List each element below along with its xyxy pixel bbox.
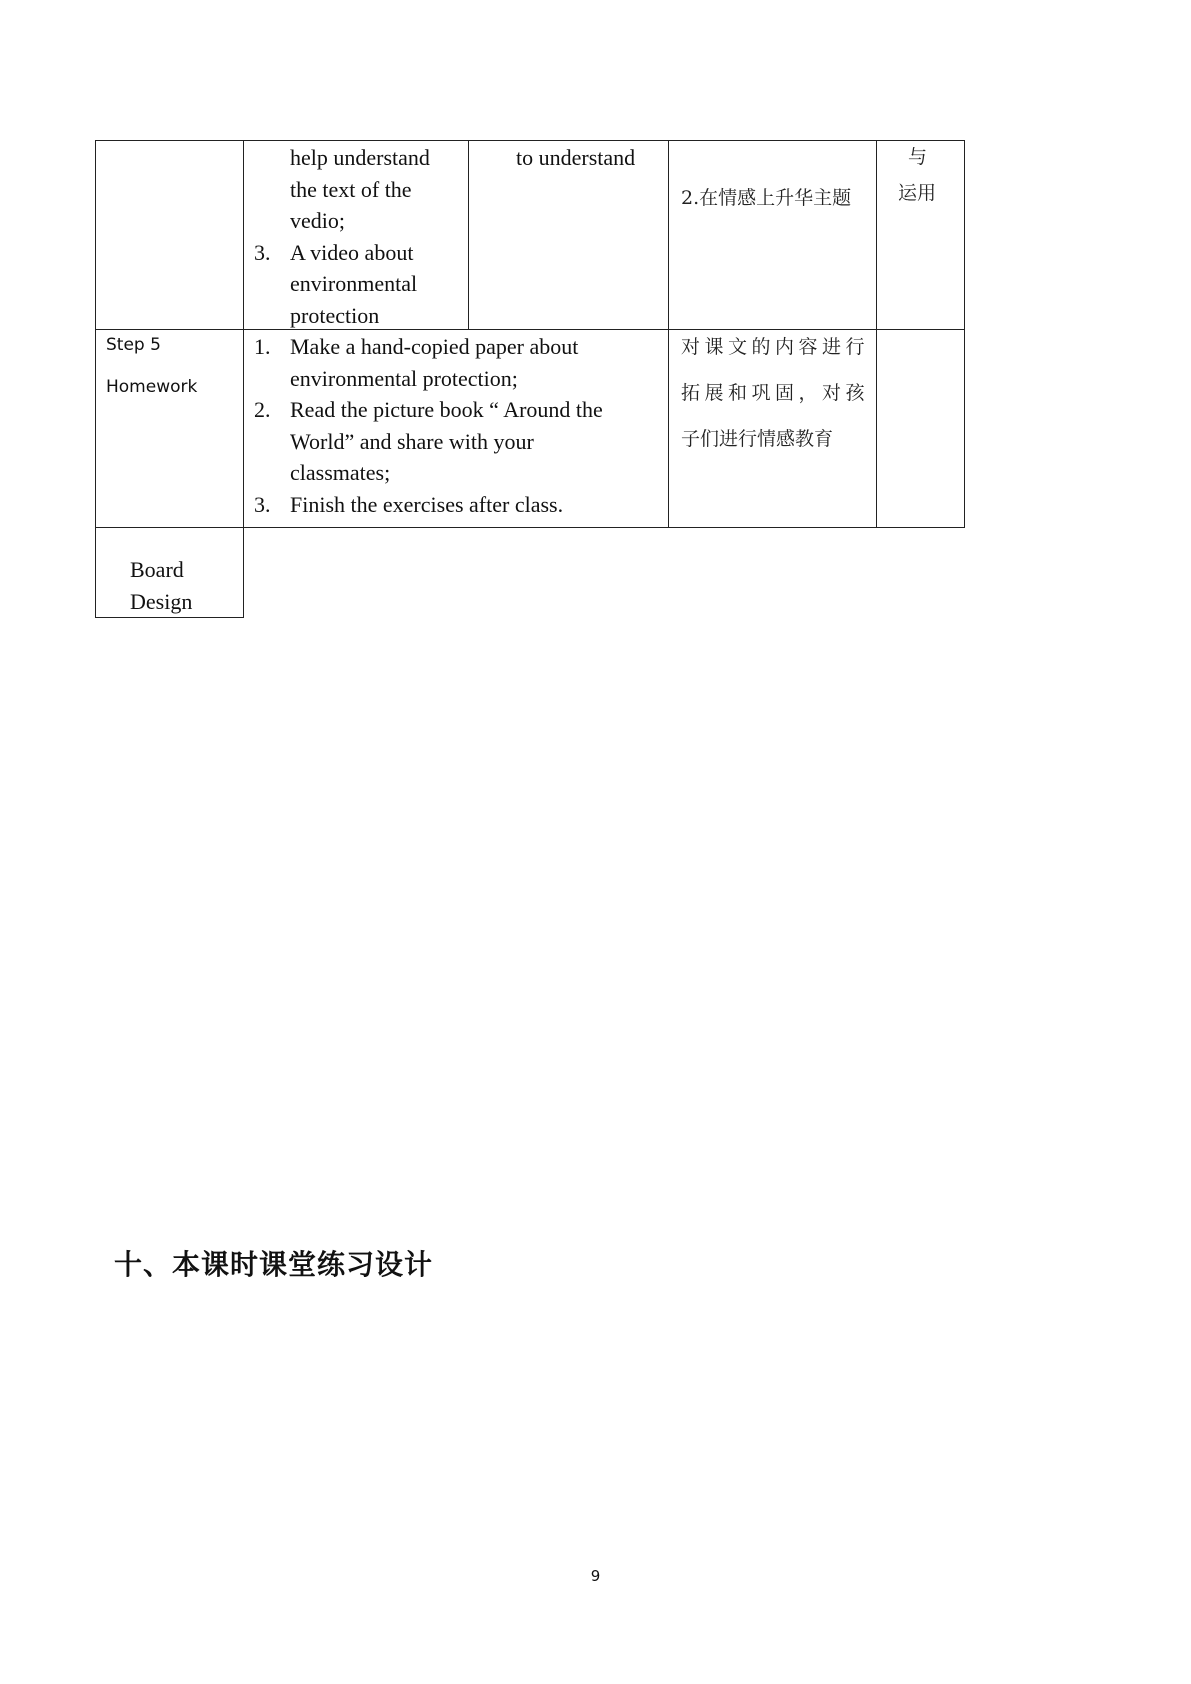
homework-purpose-line: 子们进行情感教育: [681, 428, 834, 450]
list-number: 3.: [254, 239, 271, 265]
list-item-line: protection: [290, 302, 380, 328]
step-label: Step 5: [106, 335, 161, 355]
list-number: 3.: [254, 491, 271, 517]
table-col-divider: [668, 140, 669, 528]
row1-note-line: 运用: [898, 182, 937, 204]
list-continuation-line: help understand: [290, 145, 430, 170]
homework-purpose-line: 拓展和巩固，对孩: [681, 382, 870, 404]
table-col-divider: [876, 140, 877, 528]
list-item-line: Make a hand-copied paper about: [290, 334, 579, 359]
list-item-line: Read the picture book “ Around the: [290, 397, 603, 422]
list-item-line: World” and share with your: [290, 428, 534, 454]
list-continuation-line: the text of the: [290, 176, 412, 202]
table-border-top: [95, 140, 965, 141]
list-item-line: A video about: [290, 239, 414, 265]
section-heading: 十、本课时课堂练习设计: [114, 1248, 434, 1281]
table-border-right: [964, 140, 965, 528]
step-name: Homework: [106, 377, 198, 397]
table-col-divider: [243, 140, 244, 618]
row1-activity-text: to understand: [516, 145, 636, 170]
table-border-left: [95, 140, 96, 618]
list-item-line: environmental protection;: [290, 365, 518, 391]
row1-note-line: 与: [908, 146, 928, 168]
homework-purpose-line: 对课文的内容进行: [681, 336, 870, 358]
list-item-line: classmates;: [290, 460, 391, 485]
table-row-divider: [95, 329, 965, 330]
board-design-label: Board: [130, 557, 184, 582]
list-number: 2.: [254, 397, 271, 422]
list-number: 1.: [254, 334, 271, 359]
row1-purpose-text: 2.在情感上升华主题: [681, 187, 852, 209]
table-border-bottom: [95, 617, 244, 618]
table-col-divider: [468, 140, 469, 330]
list-continuation-line: vedio;: [290, 208, 345, 233]
list-item-line: environmental: [290, 271, 418, 296]
page-number: 9: [590, 1567, 601, 1585]
list-item-line: Finish the exercises after class.: [290, 491, 564, 517]
table-row-divider: [95, 527, 965, 528]
board-design-label: Design: [130, 588, 193, 614]
